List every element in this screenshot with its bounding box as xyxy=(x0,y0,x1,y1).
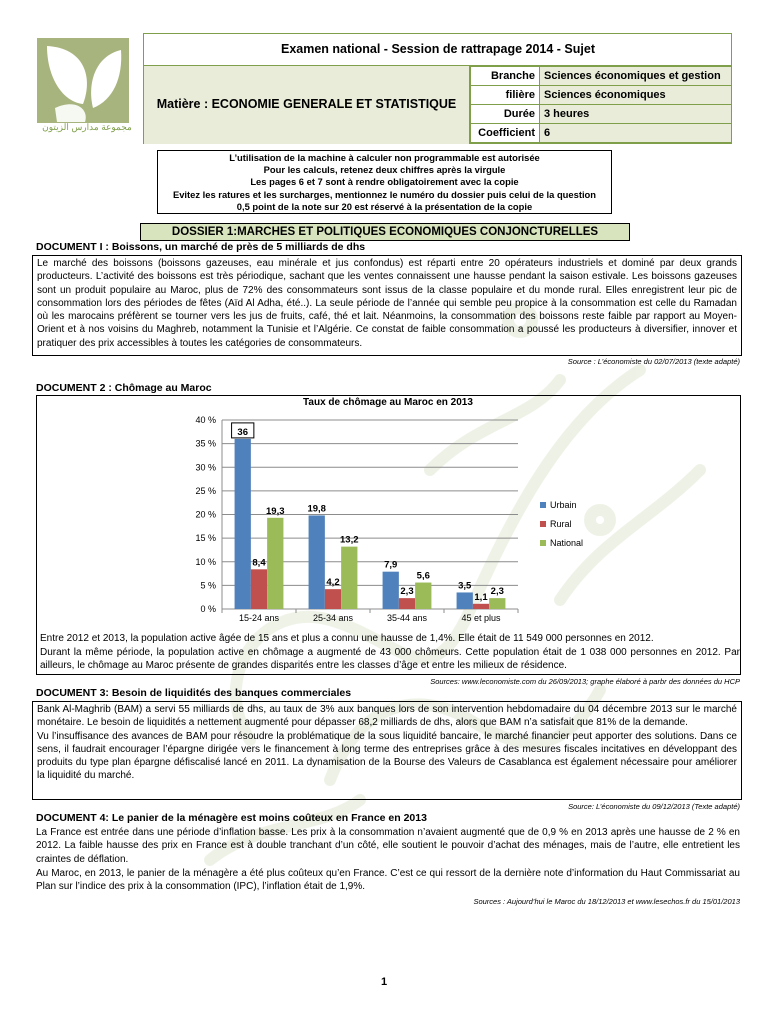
legend-swatch xyxy=(540,521,546,527)
bar xyxy=(235,439,251,609)
y-tick-label: 15 % xyxy=(195,533,216,544)
data-label: 3,5 xyxy=(458,580,472,592)
info-key: Branche xyxy=(471,67,540,86)
dossier-title: DOSSIER 1:MARCHES ET POLITIQUES ECONOMIQUES CONJONCTURELLES xyxy=(140,223,630,241)
doc4-heading: DOCUMENT 4: Le panier de la ménagère est moins coûteux en France en 2013 xyxy=(36,812,427,824)
bar xyxy=(267,518,283,609)
doc2-heading: DOCUMENT 2 : Chômage au Maroc xyxy=(36,382,212,394)
rule-line: Evitez les ratures et les surcharges, mentionnez le numéro du dossier puis celui de la question xyxy=(172,188,597,200)
bar xyxy=(415,583,431,609)
legend-label: Urbain xyxy=(550,500,577,510)
info-value: 6 xyxy=(540,124,732,143)
exam-title: Examen national - Session de rattrapage 2014 - Sujet xyxy=(144,33,732,66)
data-label: 4,2 xyxy=(326,577,340,589)
info-key: filière xyxy=(471,86,540,105)
data-label: 13,2 xyxy=(340,534,359,546)
doc3-source: Source: L’économiste du 09/12/2013 (Texte adapté) xyxy=(568,802,740,811)
subject-title: Matière : ECONOMIE GENERALE ET STATISTIQUE xyxy=(144,66,470,144)
data-label: 8,4 xyxy=(252,557,266,569)
data-label: 5,6 xyxy=(416,570,430,582)
x-tick-label: 35-44 ans xyxy=(386,613,428,623)
legend-swatch xyxy=(540,540,546,546)
y-tick-label: 40 % xyxy=(195,415,216,425)
data-label: 2,3 xyxy=(490,586,504,598)
doc1-heading: DOCUMENT I : Boissons, un marché de près de 5 milliards de dhs xyxy=(36,241,366,253)
y-tick-label: 0 % xyxy=(200,604,216,614)
y-tick-label: 30 % xyxy=(195,462,216,473)
doc3-text-1: Bank Al-Maghrib (BAM) a servi 55 milliards de dhs, au taux de 3% aux banques lors de son intervention hebdomadaire du 04 décembre 2013 sur le marché monétaire. Le besoin de liquidités a nettement augmenté pour dépasser 68,2 milliards de dhs, alors que BAM n’a satisfait que 81% de la demande. xyxy=(37,704,737,729)
info-key: Durée xyxy=(471,105,540,124)
x-tick-label: 15-24 ans xyxy=(238,613,280,623)
y-tick-label: 35 % xyxy=(195,438,216,449)
rule-line: Les pages 6 et 7 sont à rendre obligatoirement avec la copie xyxy=(250,176,519,188)
x-tick-label: 45 et plus xyxy=(461,613,501,623)
y-tick-label: 20 % xyxy=(195,509,216,520)
bar xyxy=(309,515,325,609)
data-label: 2,3 xyxy=(400,586,414,598)
doc2-source: Sources: www.leconomiste.com du 26/09/2013; graphe élaboré à parbr des données du HCP xyxy=(430,677,740,686)
info-value: Sciences économiques xyxy=(540,86,732,105)
doc4-text-1: La France est entrée dans une période d’inflation basse. Les prix à la consommation n’avaient augmenté que de 0,9 % en 2013 après une hausse de 2 % en 2012. La faible hausse des prix en France est à double tranchant d’un côté, elle soutient le pouvoir d’achat des ménages, mais de l’autre, elle entretient les craintes de déflation. xyxy=(36,827,740,865)
legend-label: Rural xyxy=(550,519,572,529)
bar xyxy=(399,598,415,609)
bar xyxy=(473,604,489,609)
bar xyxy=(457,592,473,609)
doc1-text: Le marché des boissons (boissons gazeuses, eau minérale et jus confondus) est réparti entre 20 opérateurs industriels et dominé par deux grands producteurs. L’activité des boissons est très périodique, sachant que les ventes connaissent une hausse pendant la saison estivale. Les boissons gazeuses sont un produit populaire au Maroc, plus de 72% des consommateurs sont issus de la classe populaire et du monde rural. Elles enregistrent leur pic de consommation lors des périodes de fêtes (Aïd Al Adha, été..). La seule période de l’année qui semble peu propice à la consommation est celle du Ramadan où les marocains préfèrent se tourner vers les jus de fruits, café, thé et lait. Néanmoins, la consommation des boissons reste faible par rapport au Moyen-Orient et à nos voisins du Maghreb, notamment la Tunisie et l’Algérie. Ce constat de faible consommation a poussé les producteurs à diversifier, innover et pratiquer des prix accessibles à toutes les catégories de consommateurs. xyxy=(32,255,742,356)
doc4-text-2: Au Maroc, en 2013, le panier de la ménagère a été plus coûteux qu’en France. C’est ce qui ressort de la dernière note d’information du Haut Commissariat au Plan sur l’indice des prix à la consommation (IPC), l’inflation était de 1,9%. xyxy=(36,868,740,893)
rule-line: Pour les calculs, retenez deux chiffres après la virgule xyxy=(263,164,506,176)
data-label: 7,9 xyxy=(384,559,398,571)
legend-swatch xyxy=(540,502,546,508)
chart-title: Taux de chômage au Maroc en 2013 xyxy=(303,397,473,408)
data-label: 19,8 xyxy=(307,503,326,515)
x-tick-label: 25-34 ans xyxy=(312,613,354,623)
y-tick-label: 25 % xyxy=(195,485,216,496)
doc3-text-2: Vu l’insuffisance des avances de BAM pour résoudre la problématique de la sous liquidité bancaire, le marché financier peut apporter des solutions. Dans ce sens, il faudrait encourager l’épargne dirigée vers le financement à long terme des entreprises grâce à des mesures fiscales incitatives en développant des produits du type plan épargne défiscalisé lancé en 2011. La dynamisation de la Bourse des Valeurs de Casablanca est également nécessaire pour améliorer la liquidité du marché. xyxy=(37,730,737,782)
rule-line: L’utilisation de la machine à calculer non programmable est autorisée xyxy=(229,152,540,163)
y-tick-label: 10 % xyxy=(195,556,216,567)
doc2-text-2: Durant la même période, la population active en chômage a augmenté de 43 000 chômeurs. Cette population était de 1 038 000 personnes en 2012. Par ailleurs, le chômage au Maroc présente de grandes disparités entre les classes d’âge et entre les milieux de résidence. xyxy=(40,647,740,672)
info-value: Sciences économiques et gestion xyxy=(540,67,732,86)
bar xyxy=(383,572,399,609)
doc2-text-1: Entre 2012 et 2013, la population active âgée de 15 ans et plus a connu une hausse de 1,4%. Elle était de 11 549 000 personnes en 2012. xyxy=(40,633,654,644)
bar xyxy=(325,589,341,609)
doc4-source: Sources : Aujourd’hui le Maroc du 18/12/2013 et www.lesechos.fr du 15/01/2013 xyxy=(473,897,740,906)
bar xyxy=(251,569,267,609)
y-tick-label: 5 % xyxy=(200,580,216,591)
rule-line: 0,5 point de la note sur 20 est réservé à la présentation de la copie xyxy=(236,200,533,212)
info-value: 3 heures xyxy=(540,105,732,124)
data-label: 36 xyxy=(237,426,249,438)
bar xyxy=(489,598,505,609)
page-number: 1 xyxy=(380,976,388,988)
doc3-heading: DOCUMENT 3: Besoin de liquidités des banques commerciales xyxy=(36,687,352,699)
doc1-source: Source : L’économiste du 02/07/2013 (texte adapté) xyxy=(567,357,740,366)
bar xyxy=(341,547,357,609)
logo-text: مجموعة مدارس الزيتون xyxy=(42,122,132,132)
legend-label: National xyxy=(550,538,584,548)
doc3-box xyxy=(32,701,742,800)
info-key: Coefficient xyxy=(471,124,540,143)
data-label: 19,3 xyxy=(266,505,285,517)
data-label: 1,1 xyxy=(474,591,488,603)
